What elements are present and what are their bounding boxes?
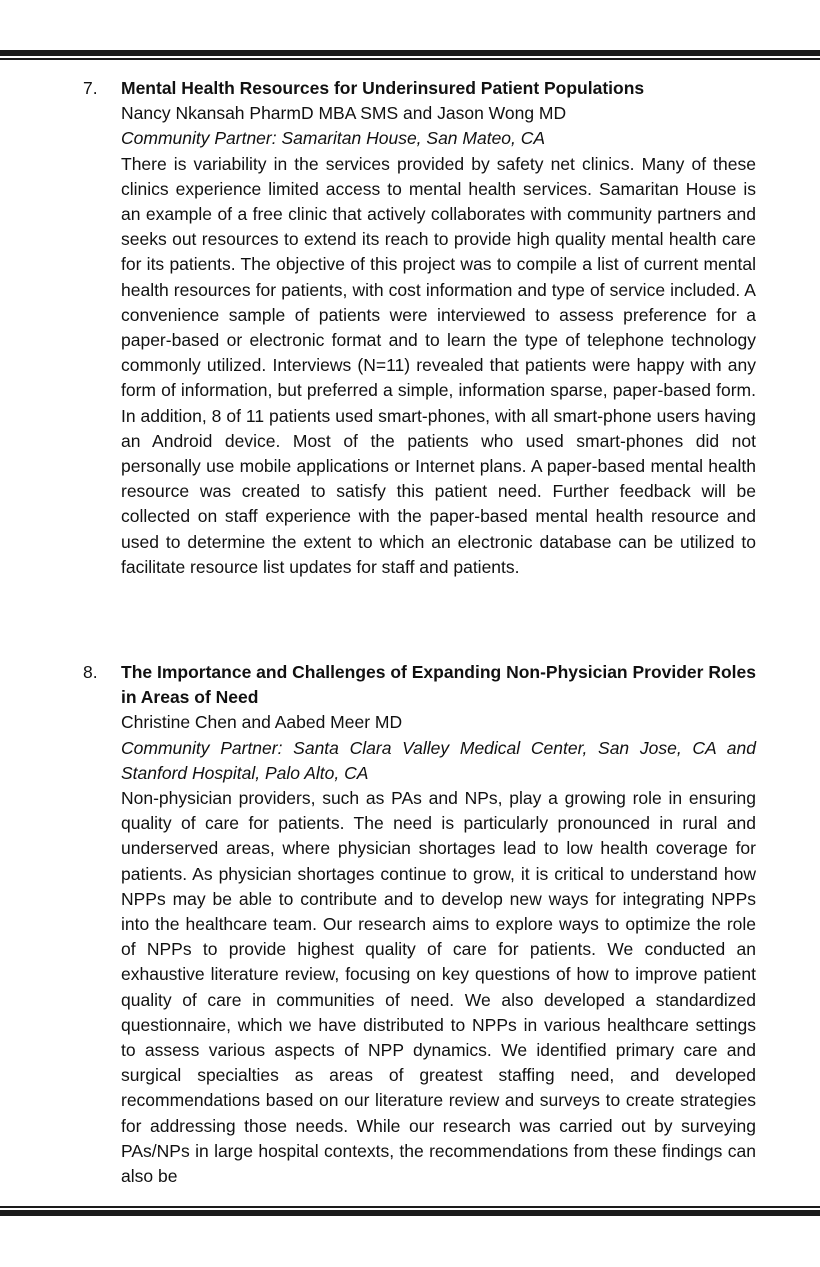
entry-body <box>121 76 756 580</box>
entry-title: The Importance and Challenges of Expanding Non-Physician Provider Roles in Areas of Need <box>121 662 756 708</box>
entry-body <box>121 660 756 1189</box>
entry-title: Mental Health Resources for Underinsured Patient Populations <box>121 78 645 98</box>
entry-community-partner: Community Partner: Samaritan House, San Mateo, CA <box>121 128 546 149</box>
entry-authors: Nancy Nkansah PharmD MBA SMS and Jason Wong MD <box>121 103 567 124</box>
top-double-rule <box>0 50 820 62</box>
top-rule-thick <box>0 50 820 56</box>
entry-abstract: Non-physician providers, such as PAs and NPs, play a growing role in ensuring quality of care for patients. The need is particularly pronounced in rural and underserved areas, where physician shortages lead to low health coverage for patients. As physician shortages continue to grow, it is critical to understand how NPPs may be able to contribute and to develop new ways for integrating NPPs into the healthcare team. Our research aims to explore ways to optimize the role of NPPs to provide highest quality of care for patients. We conducted an exhaustive literature review, focusing on key questions of how to improve patient quality of care in communities of need. We also developed a standardized questionnaire, which we have distributed to NPPs in various healthcare settings to assess various aspects of NPP dynamics. We identified primary care and surgical specialties as areas of greatest staffing need, and developed recommendations based on our literature review and surveys to create strategies for addressing those needs. While our research was carried out by surveying PAs/NPs in large hospital contexts, the recommendations from these findings can also be <box>121 788 756 1187</box>
entry-community-partner: Community Partner: Santa Clara Valley Medical Center, San Jose, CA and Stanford Hospital, Palo Alto, CA <box>121 737 756 783</box>
entry-authors: Christine Chen and Aabed Meer MD <box>121 712 403 733</box>
bottom-rule-thick <box>0 1210 820 1216</box>
top-rule-thin <box>0 58 820 60</box>
entry-number: 8. <box>83 662 98 682</box>
bottom-rule-thin <box>0 1206 820 1208</box>
entry-number: 7. <box>83 78 98 98</box>
entry-abstract: There is variability in the services provided by safety net clinics. Many of these clinics experience limited access to mental health services. Samaritan House is an example of a free clinic that actively collaborates with community partners and seeks out resources to extend its reach to provide high quality mental health care for its patients. The objective of this project was to compile a list of current mental health resources for patients, with cost information and type of service included. A convenience sample of patients were interviewed to assess preference for a paper-based or electronic format and to learn the type of telephone technology commonly utilized. Interviews (N=11) revealed that patients were happy with any form of information, but preferred a simple, information sparse, paper-based form. In addition, 8 of 11 patients used smart-phones, with all smart-phone users having an Android device. Most of the patients who used smart-phones did not personally use mobile applications or Internet plans. A paper-based mental health resource was created to satisfy this patient need. Further feedback will be collected on staff experience with the paper-based mental health resource and used to determine the extent to which an electronic database can be utilized to facilitate resource list updates for staff and patients. <box>121 153 756 577</box>
bottom-double-rule <box>0 1206 820 1218</box>
